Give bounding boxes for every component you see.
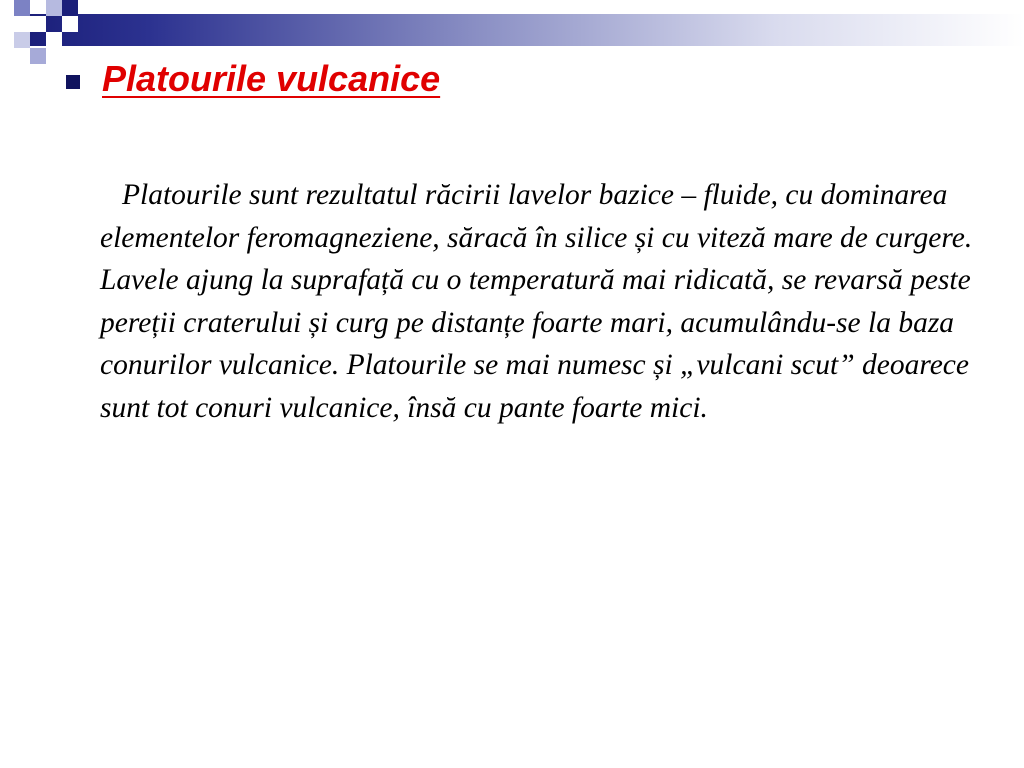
decor-square (62, 16, 78, 32)
header-decoration-band (30, 14, 1024, 46)
body-paragraph: Platourile sunt rezultatul răcirii lavelor bazice – fluide, cu dominarea elementelor feromagneziene, săracă în silice și cu viteză mare de curgere. Lavele ajung la suprafață cu o temperatură mai ridicată, se revarsă peste pereții craterului și curg pe distanțe foarte mari, acumulându-se la baza conurilor vulcanice. Platourile se mai numesc și „vulcani scut” deoarece sunt tot conuri vulcanice, însă cu pante foarte mici. (100, 179, 973, 424)
decor-square (14, 32, 30, 48)
slide-title: Platourile vulcanice (102, 58, 441, 99)
decor-square (14, 0, 30, 16)
title-row (66, 58, 440, 100)
decor-square (62, 0, 78, 16)
decor-square (30, 48, 46, 64)
square-bullet-icon (66, 75, 80, 89)
decor-square (46, 0, 62, 16)
decor-square (46, 32, 62, 48)
decor-square (30, 16, 46, 32)
